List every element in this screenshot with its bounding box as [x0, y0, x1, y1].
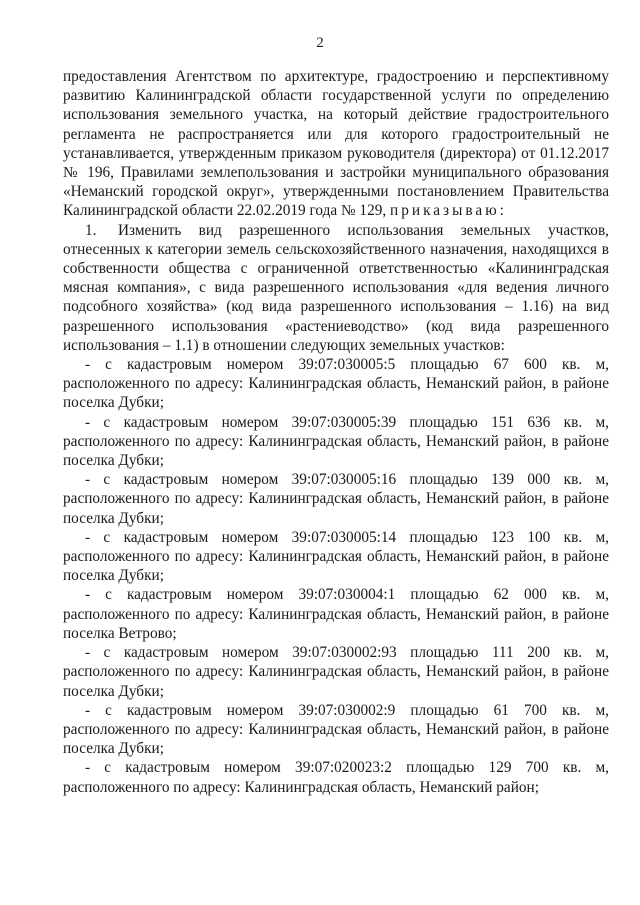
document-body: [63, 67, 609, 797]
parcel-item: - с кадастровым номером 39:07:030005:39 площадью 151 636 кв. м, расположенного по адресу: Калининградская область, Неманский район, в районе поселка Дубки;: [63, 413, 609, 470]
parcel-item: - с кадастровым номером 39:07:030004:1 площадью 62 000 кв. м, расположенного по адресу: Калининградская область, Неманский район, в районе поселка Ветрово;: [63, 586, 609, 642]
clause-number: 1.: [85, 221, 97, 239]
clause-text: Изменить вид разрешенного использования земельных участков, отнесенных к категории земель сельскохозяйственного назначения, находящихся в собственности общества с ограниченной ответственностью «Калининградская мясная компания», с вида разрешенного использования «для ведения личного подсобного хозяйства» (код вида разрешенного использования – 1.16) на вид разрешенного использования «растениеводство» (код вида разрешенного использования – 1.1) в отношении следующих земельных участков:: [63, 221, 609, 354]
parcel-item: - с кадастровым номером 39:07:030002:93 площадью 111 200 кв. м, расположенного по адресу: Калининградская область, Неманский район, в районе поселка Дубки;: [63, 644, 609, 700]
page-number: 2: [316, 35, 324, 51]
parcel-item: - с кадастровым номером 39:07:030005:16 площадью 139 000 кв. м, расположенного по адресу: Калининградская область, Неманский район, в районе поселка Дубки;: [63, 471, 609, 527]
parcel-item: - с кадастровым номером 39:07:030002:9 площадью 61 700 кв. м, расположенного по адресу: Калининградская область, Неманский район, в районе поселка Дубки;: [63, 701, 609, 758]
intro-text: предоставления Агентством по архитектуре, градостроению и перспективному развитию Калининградской области государственной услуги по определению использования земельного участка, на который действие градостроительного регламента не распространяется или для которого градостроительный не устанавливается, утвержденным приказом руководителя (директора) от 01.12.2017 № 196, Правилами землепользования и застройки муниципального образования «Неманский городской округ», утвержденными постановлением Правительства Калининградской области 22.02.2019 года № 129,: [63, 68, 609, 220]
clause-1: [63, 221, 609, 355]
parcel-item: - с кадастровым номером 39:07:030005:14 площадью 123 100 кв. м, расположенного по адресу: Калининградская область, Неманский район, в районе поселка Дубки;: [63, 528, 609, 585]
order-word: приказываю:: [390, 202, 507, 220]
parcel-item: - с кадастровым номером 39:07:030005:5 площадью 67 600 кв. м, расположенного по адресу: Калининградская область, Неманский район, в районе поселка Дубки;: [63, 356, 609, 412]
parcel-item: - с кадастровым номером 39:07:020023:2 площадью 129 700 кв. м, расположенного по адресу: Калининградская область, Неманский район;: [63, 759, 609, 796]
intro-paragraph: [63, 67, 609, 221]
